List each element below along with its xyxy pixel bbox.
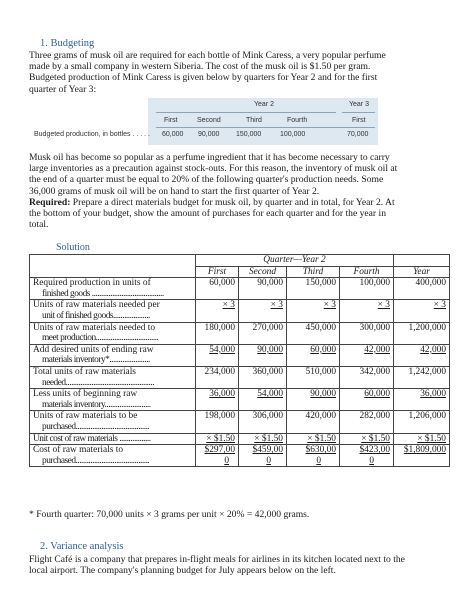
cell-year	[394, 433, 450, 445]
cell-year: 1,206,000	[394, 411, 450, 433]
cell-first	[196, 433, 239, 445]
cell-year: 400,000	[394, 278, 450, 300]
para2-line-3: the end of a quarter must be equal to 20% of the following quarter's production needs. Some	[29, 174, 384, 186]
cell-value: × $1.50	[361, 433, 390, 444]
cell-second: 306,000	[239, 411, 287, 433]
cell-value: $630,00	[305, 445, 336, 456]
cell-value: 42,000	[420, 344, 446, 355]
row-label	[30, 300, 196, 322]
variance-paragraph	[29, 554, 447, 576]
cell-value: $459,00	[252, 445, 283, 456]
row-label-line: materials inventory*......................	[42, 355, 150, 366]
row-label	[30, 389, 196, 411]
row-label-line: Required production in units of	[33, 278, 151, 289]
cell-year: 1,200,000	[394, 322, 450, 344]
variance-line-2: local airport. The company's planning budget for July appears below on the left.	[29, 565, 336, 577]
cell-fourth	[340, 445, 394, 467]
cell-value: $423,00	[359, 445, 390, 456]
cell-third: 150,000	[287, 278, 340, 300]
footnote: * Fourth quarter: 70,000 units × 3 grams per unit × 20% = 42,000 grams.	[29, 509, 310, 520]
cell-first: 60,000	[196, 278, 239, 300]
col-fourth: Fourth	[340, 266, 394, 278]
cell-second	[239, 344, 287, 366]
cell-value: 60,000	[310, 344, 336, 355]
col-header-third: Third	[246, 117, 262, 124]
cell-value: 54,000	[209, 344, 235, 355]
cell-second: 270,000	[239, 322, 287, 344]
row-label-line: Units of raw materials needed per	[33, 300, 160, 311]
cell-third	[287, 344, 340, 366]
cell-year	[394, 445, 450, 467]
cell-value: × $1.50	[307, 433, 336, 444]
cell-year	[394, 389, 450, 411]
cell-fourth	[340, 433, 394, 445]
para1-line-4: quarter of Year 3:	[29, 83, 97, 95]
header-year-blank	[394, 255, 450, 267]
required-label: Required:	[29, 196, 71, 208]
cell-value: 60,000	[364, 389, 390, 400]
cell-third: 420,000	[287, 411, 340, 433]
cell-first	[196, 389, 239, 411]
required-line-3: total.	[29, 219, 49, 231]
cell-fourth	[340, 344, 394, 366]
required-line-1: Prepare a direct materials budget for musk oil, by quarter and in total, for Year 2. At	[70, 196, 395, 208]
col-year: Year	[394, 266, 450, 278]
cell-value: 90,000	[310, 389, 336, 400]
cell-year: 1,242,000	[394, 366, 450, 388]
cell-value: × $1.50	[206, 433, 235, 444]
cell-fourth: 282,000	[340, 411, 394, 433]
col-header-fourth: Fourth	[287, 117, 308, 124]
cell-first	[196, 300, 239, 322]
cell-third	[287, 389, 340, 411]
cell-value: $1,809,000	[403, 445, 446, 456]
cell-first: 234,000	[196, 366, 239, 388]
cell-value: 90,000	[257, 344, 283, 355]
cell-third	[287, 300, 340, 322]
budget-row-label: Budgeted production, in bottles . . . . .	[34, 131, 150, 138]
year3-header: Year 3	[349, 101, 369, 108]
solution-heading: Solution	[56, 242, 90, 253]
col-header-first-y3: First	[352, 117, 366, 124]
cell-value: × 3	[323, 300, 336, 311]
para1-line-2: made by a small company in western Siberia. The cost of the musk oil is $1.50 per gram.	[29, 61, 371, 73]
budget-value-third: 150,000	[236, 131, 262, 138]
budget-value-second: 90,000	[198, 131, 220, 138]
cell-fourth	[340, 300, 394, 322]
para2-line-2: large inventories as a precaution against stock-outs. For this reason, the inventory of musk oil at	[29, 163, 398, 175]
quarter-header-row	[30, 255, 450, 267]
cell-value: 36,000	[420, 389, 446, 400]
variance-line-1: Flight Café is a company that prepares in-flight meals for airlines in its kitchen located next to the	[29, 554, 405, 565]
para1-line-3: Budgeted production of Mink Caress is given below by quarters for Year 2 and for the first	[29, 72, 378, 84]
budget-value-first: 60,000	[162, 131, 184, 138]
required-line-2: the bottom of your budget, show the amount of purchases for each quarter and for the year in	[29, 208, 386, 220]
year3-header-rule	[342, 112, 375, 113]
cell-value-wrap: 0	[316, 455, 321, 466]
col-first: First	[196, 266, 239, 278]
cell-first	[196, 344, 239, 366]
year2-header: Year 2	[254, 101, 274, 108]
para1-line-1: Three grams of musk oil are required for each bottle of Mink Caress, a very popular perfume	[29, 50, 386, 61]
cell-value-wrap: 0	[266, 455, 271, 466]
cell-fourth: 342,000	[340, 366, 394, 388]
section-heading-variance-analysis: 2. Variance analysis	[40, 541, 124, 552]
cell-second	[239, 389, 287, 411]
col-header-second: Second	[197, 117, 221, 124]
cell-value: 54,000	[257, 389, 283, 400]
cell-value: × 3	[222, 300, 235, 311]
col-header-first: First	[164, 117, 178, 124]
row-label	[30, 278, 196, 300]
table-row	[30, 300, 450, 322]
row-label-line: needed................................................	[42, 377, 155, 388]
problem-paragraph-1	[29, 50, 447, 95]
cell-value: × $1.50	[254, 433, 283, 444]
cell-value: $297,00	[204, 445, 235, 456]
cell-value: 36,000	[209, 389, 235, 400]
table-row	[30, 366, 450, 388]
cell-first	[196, 445, 239, 467]
cell-value: × 3	[270, 300, 283, 311]
row-label-line: meet production..................................	[42, 333, 159, 344]
cell-value-wrap: 0	[224, 455, 229, 466]
row-label	[30, 322, 196, 344]
table-row	[30, 278, 450, 300]
row-label	[30, 411, 196, 433]
cell-value: × 3	[433, 300, 446, 311]
cell-third	[287, 433, 340, 445]
table-row	[30, 433, 450, 445]
row-label-line: Total units of raw materials	[33, 366, 136, 377]
cell-year	[394, 344, 450, 366]
row-label-line: Less units of beginning raw	[33, 389, 138, 400]
row-label-line: finished goods .......................................	[42, 288, 164, 299]
row-label	[30, 445, 196, 467]
table-row	[30, 322, 450, 344]
cell-third	[287, 445, 340, 467]
row-label: Unit cost of raw materials .................	[30, 433, 196, 445]
col-second: Second	[239, 266, 287, 278]
section-heading-budgeting: 1. Budgeting	[40, 38, 95, 49]
cell-second	[239, 300, 287, 322]
table-row	[30, 344, 450, 366]
row-label	[30, 344, 196, 366]
table-row	[30, 389, 450, 411]
cell-second	[239, 445, 287, 467]
cell-value: 42,000	[364, 344, 390, 355]
row-label-line: Units of raw materials to be	[33, 411, 138, 422]
budgeted-production-table	[29, 98, 378, 145]
direct-materials-budget-table	[29, 254, 450, 467]
cell-second: 360,000	[239, 366, 287, 388]
row-label-line: purchased........................................	[42, 455, 150, 466]
cell-second: 90,000	[239, 278, 287, 300]
row-label-line: materials inventory.........................	[42, 399, 151, 410]
table-row	[30, 411, 450, 433]
cell-fourth	[340, 389, 394, 411]
row-label-line: Cost of raw materials to	[33, 445, 124, 456]
cell-value: × 3	[377, 300, 390, 311]
para2-line-4: 36,000 grams of musk oil will be on hand to start the first quarter of Year 2.	[29, 185, 320, 197]
cell-value-wrap: 0	[369, 455, 374, 466]
table-row	[30, 445, 450, 467]
row-label-line: purchased........................................	[42, 421, 150, 432]
row-label-line: Units of raw materials needed to	[33, 322, 156, 333]
cell-third: 450,000	[287, 322, 340, 344]
year2-header-rule	[156, 112, 336, 113]
header-blank-cell	[30, 255, 196, 278]
row-label	[30, 366, 196, 388]
budget-value-first-y3: 70,000	[347, 131, 369, 138]
cell-third: 510,000	[287, 366, 340, 388]
cell-second	[239, 433, 287, 445]
cell-fourth: 100,000	[340, 278, 394, 300]
cell-year	[394, 300, 450, 322]
row-label-line: Add desired units of ending raw	[33, 344, 154, 355]
problem-paragraph-2	[29, 152, 447, 230]
cell-first: 180,000	[196, 322, 239, 344]
cell-value: × $1.50	[417, 433, 446, 444]
para2-line-1: Musk oil has become so popular as a perfume ingredient that it has become necessary to carry	[29, 152, 390, 163]
cell-first: 198,000	[196, 411, 239, 433]
budget-value-fourth: 100,000	[280, 131, 306, 138]
row-label-line: unit of finished goods....................	[42, 310, 150, 321]
col-third: Third	[287, 266, 340, 278]
col-header-rule	[156, 127, 375, 128]
cell-fourth: 300,000	[340, 322, 394, 344]
quarter-header: Quarter—Year 2	[196, 255, 394, 267]
